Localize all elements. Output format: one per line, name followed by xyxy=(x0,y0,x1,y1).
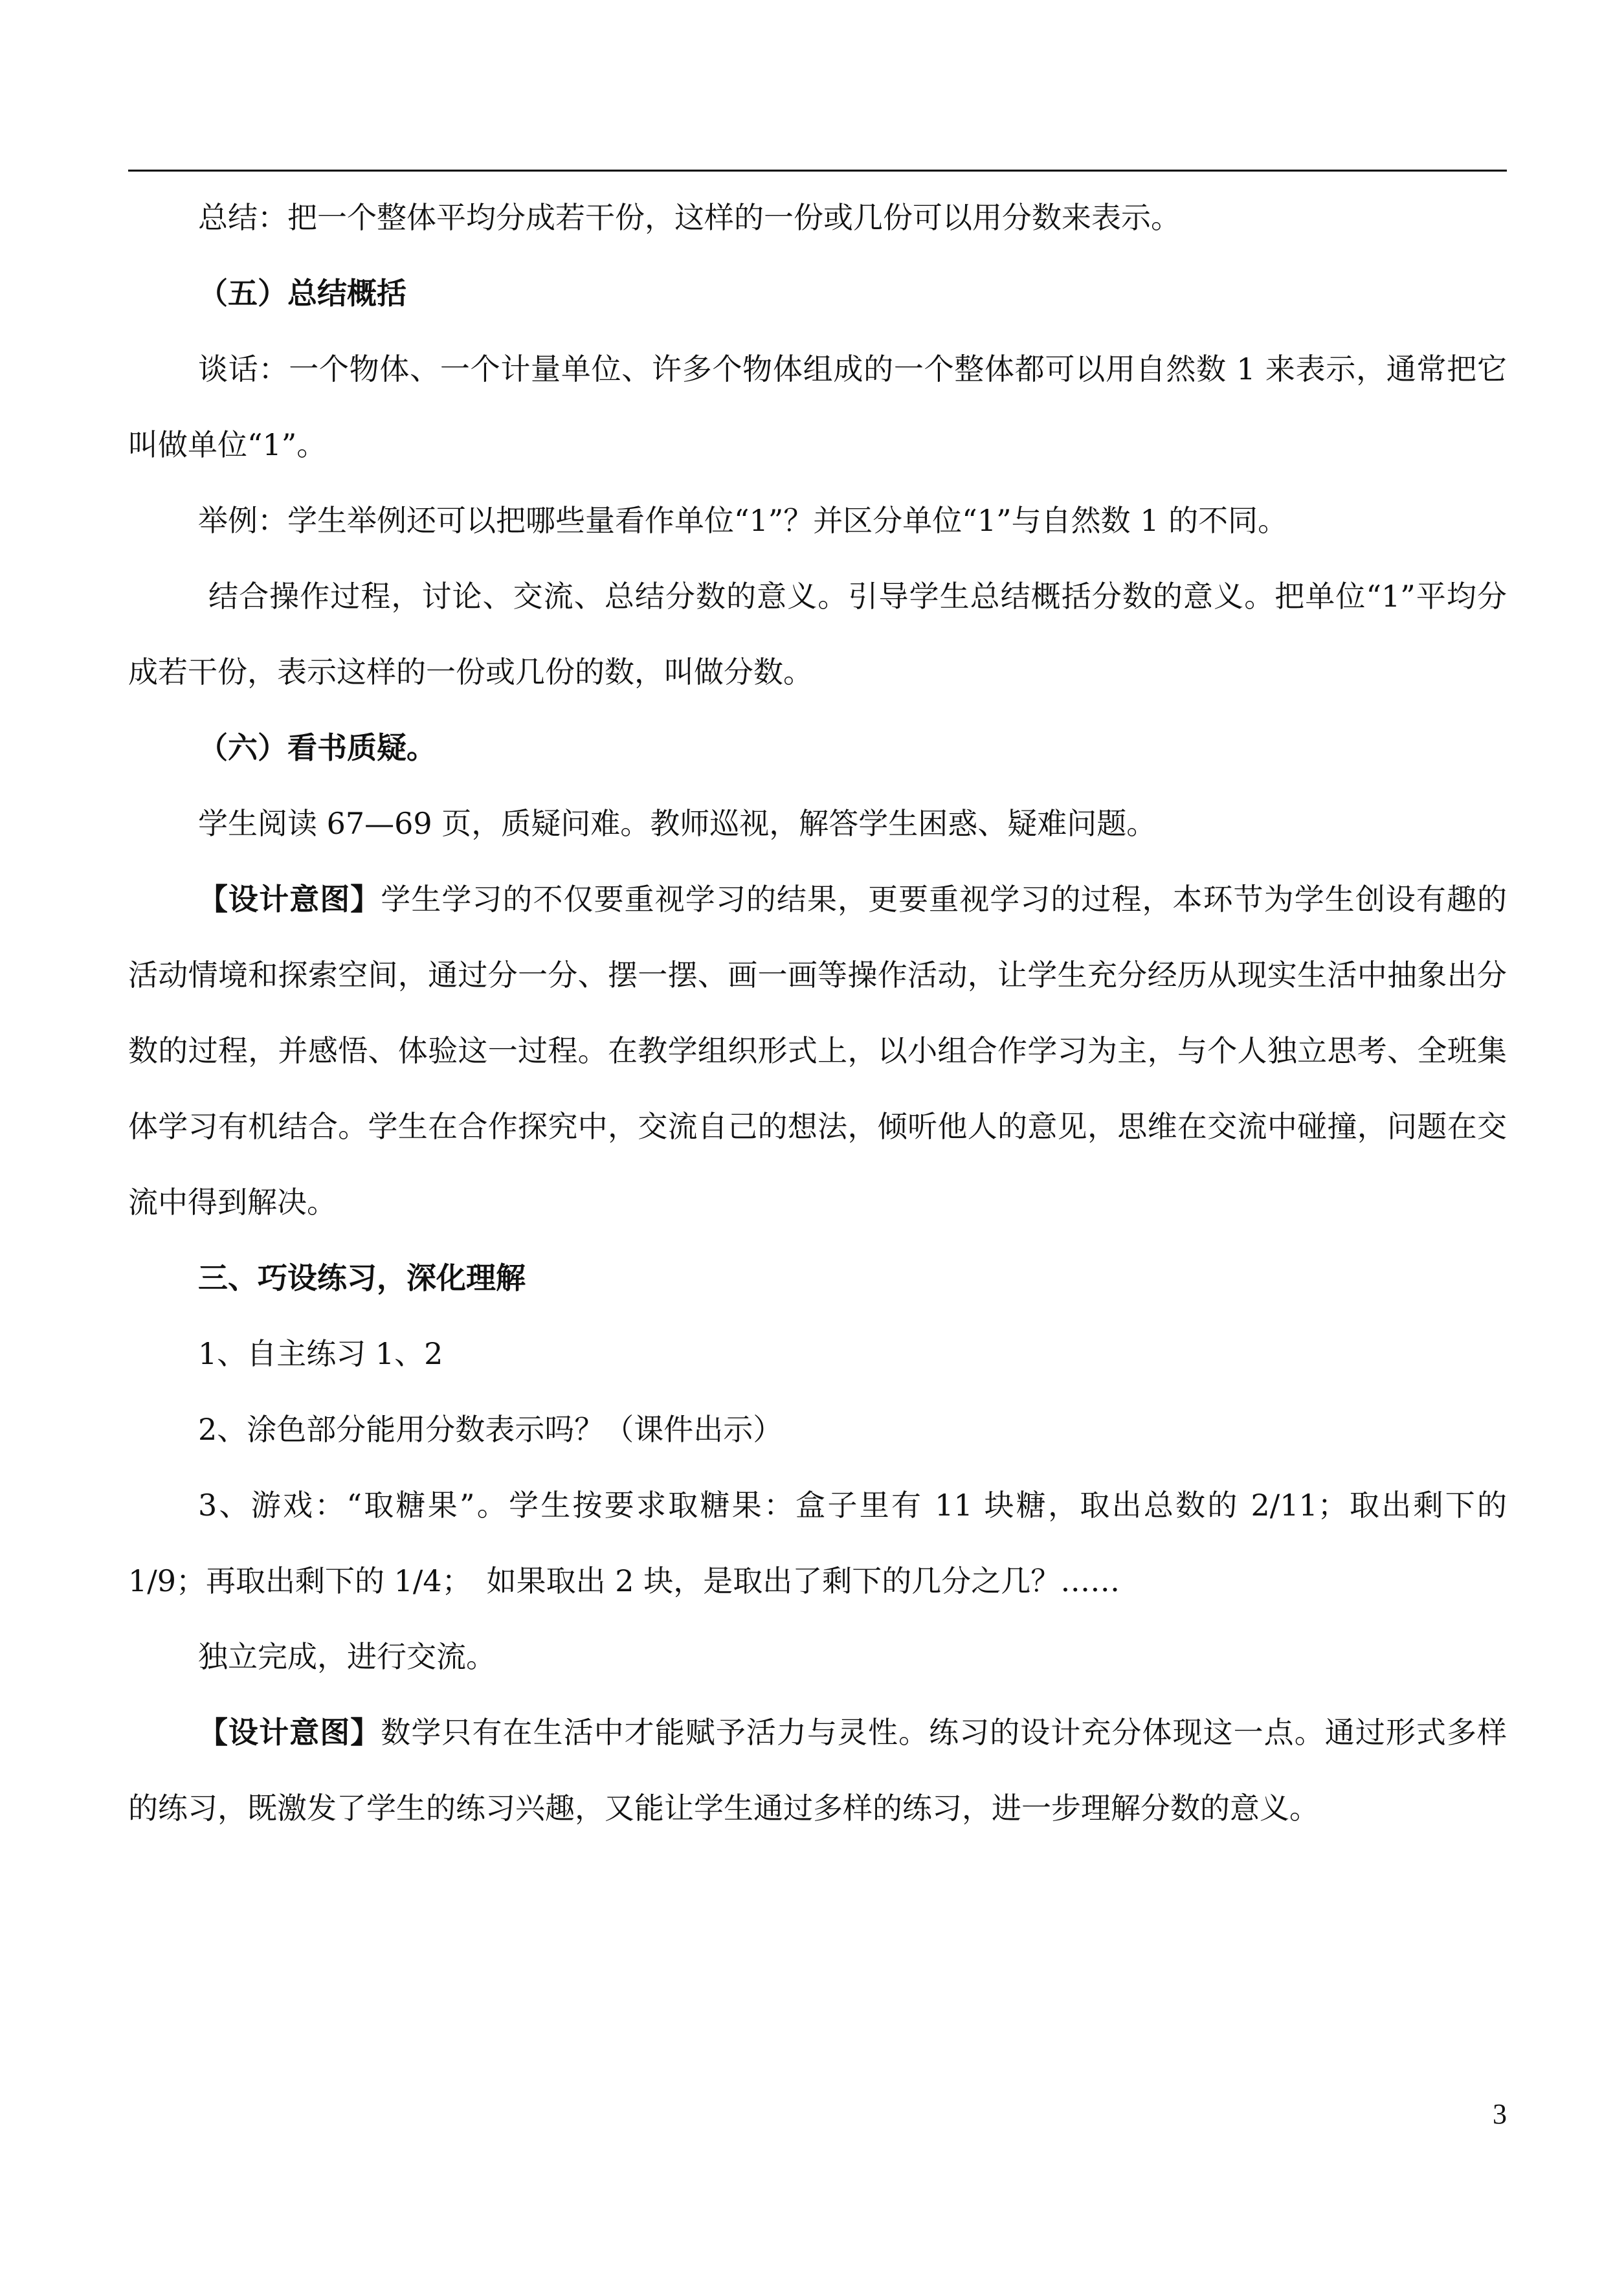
design-intent-text: 学生学习的不仅要重视学习的结果，更要重视学习的过程，本环节为学生创设有趣的活动情境和探索空间，通过分一分、摆一摆、画一画等操作活动，让学生充分经历从现实生活中抽象出分数的过程，并感悟、体验这一过程。在教学组织形式上，以小组合作学习为主，与个人独立思考、全班集体学习有机结合。学生在合作探究中，交流自己的想法，倾听他人的意见，思维在交流中碰撞，问题在交流中得到解决。 xyxy=(128,882,1507,1220)
design-intent-paragraph-2 xyxy=(128,1695,1507,1846)
design-intent-text: 数学只有在生活中才能赋予活力与灵性。练习的设计充分体现这一点。通过形式多样的练习，既激发了学生的练习兴趣，又能让学生通过多样的练习，进一步理解分数的意义。 xyxy=(128,1715,1507,1826)
exercise-item-2: 2、涂色部分能用分数表示吗？（课件出示） xyxy=(198,1412,783,1447)
page-number: 3 xyxy=(1493,2098,1507,2130)
exercise-item-3: 3、游戏：“取糖果”。学生按要求取糖果：盒子里有 11 块糖，取出总数的 2/11；取出剩下的 1/9；再取出剩下的 1/4； 如果取出 2 块，是取出了剩下的几分之几？…… xyxy=(128,1488,1507,1598)
reading-paragraph: 学生阅读 67—69 页，质疑问难。教师巡视，解答学生困惑、疑难问题。 xyxy=(198,806,1157,841)
summary-paragraph: 总结：把一个整体平均分成若干份，这样的一份或几份可以用分数来表示。 xyxy=(198,200,1181,235)
example-paragraph: 举例：学生举例还可以把哪些量看作单位“1”？并区分单位“1”与自然数 1 的不同。 xyxy=(198,503,1288,538)
section-heading-6: （六）看书质疑。 xyxy=(198,730,436,765)
independent-paragraph: 独立完成，进行交流。 xyxy=(198,1639,496,1674)
design-intent-label: 【设计意图】 xyxy=(198,1715,381,1750)
section-heading-3: 三、巧设练习，深化理解 xyxy=(198,1260,526,1295)
exercise-item-1: 1、自主练习 1、2 xyxy=(198,1336,443,1371)
talk-paragraph: 谈话：一个物体、一个计量单位、许多个物体组成的一个整体都可以用自然数 1 来表示，通常把它叫做单位“1”。 xyxy=(128,352,1507,462)
header-rule xyxy=(128,170,1507,172)
design-intent-paragraph-1 xyxy=(128,862,1507,1240)
section-heading-5: （五）总结概括 xyxy=(198,276,406,311)
meaning-paragraph: 结合操作过程，讨论、交流、总结分数的意义。引导学生总结概括分数的意义。把单位“1”平均分成若干份，表示这样的一份或几份的数，叫做分数。 xyxy=(128,579,1507,689)
document-body xyxy=(128,180,1507,1846)
design-intent-label: 【设计意图】 xyxy=(198,882,381,917)
